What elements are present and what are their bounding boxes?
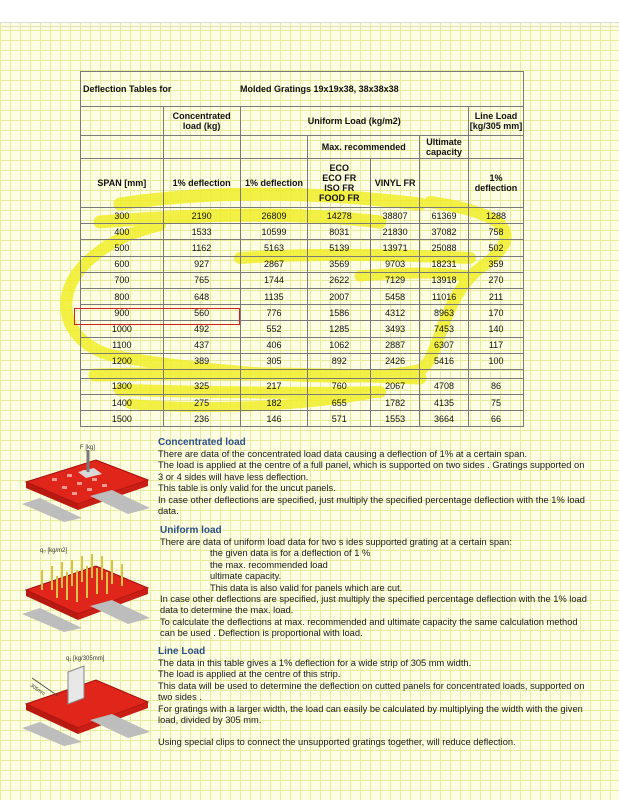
concentrated-text: In case other deflections are specified, just multiply the specified percentage deflection with the 1% load data. — [158, 494, 585, 517]
cell-max-eco: 14278 — [308, 208, 371, 224]
header-blank — [240, 136, 308, 159]
col-eco-line: ECO FR — [322, 173, 357, 183]
cell-line-1pct: 359 — [469, 256, 524, 272]
cell-ultimate: 7453 — [420, 321, 469, 337]
concentrated-section — [158, 437, 588, 517]
cell-line-1pct: 211 — [469, 288, 524, 304]
cell-conc-1pct: 275 — [163, 395, 240, 411]
cell-unif-1pct: 5163 — [240, 240, 308, 256]
col-eco-line: ISO FR — [324, 183, 355, 193]
cell-unif-1pct: 406 — [240, 337, 308, 353]
viewer-top-bar — [0, 0, 619, 23]
line-load-figure — [22, 652, 152, 746]
cell-span: 1500 — [81, 411, 164, 427]
cell-max-eco: 571 — [308, 411, 371, 427]
cell-span: 600 — [81, 256, 164, 272]
table-title-right: Molded Gratings 19x19x38, 38x38x38 — [240, 72, 523, 107]
gap-cell — [240, 369, 308, 378]
cell-conc-1pct: 236 — [163, 411, 240, 427]
cell-unif-1pct: 26809 — [240, 208, 308, 224]
figure-width-label: 305mm — [28, 682, 46, 698]
cell-max-vinyl: 4312 — [371, 305, 420, 321]
cell-max-vinyl: 5458 — [371, 288, 420, 304]
col-eco-line: ECO — [329, 163, 350, 173]
gap-cell — [420, 369, 469, 378]
gap-cell — [308, 369, 371, 378]
table-row — [81, 395, 524, 411]
cell-line-1pct: 502 — [469, 240, 524, 256]
cell-line-1pct: 270 — [469, 272, 524, 288]
cell-span: 300 — [81, 208, 164, 224]
uniform-text: There are data of uniform load data for two s ides supported grating at a certain span: — [160, 537, 512, 547]
cell-conc-1pct: 437 — [163, 337, 240, 353]
col-eco-line: FOOD FR — [319, 193, 360, 203]
cell-max-eco: 892 — [308, 353, 371, 369]
line-text: The load is applied at the centre of this strip. — [158, 669, 341, 680]
cell-ultimate: 4708 — [420, 378, 469, 394]
cell-unif-1pct: 2867 — [240, 256, 308, 272]
gap-cell — [81, 369, 164, 378]
table-row — [81, 256, 524, 272]
table-row — [81, 337, 524, 353]
line-text: The data in this table gives a 1% deflection for a wide strip of 305 mm width. — [158, 658, 472, 668]
figure-line-label: q₁ [kg/305mm] — [66, 656, 105, 662]
cell-ultimate: 18231 — [420, 256, 469, 272]
cell-span: 900 — [81, 305, 164, 321]
cell-max-vinyl: 7129 — [371, 272, 420, 288]
cell-max-eco: 1062 — [308, 337, 371, 353]
cell-span: 700 — [81, 272, 164, 288]
cell-unif-1pct: 552 — [240, 321, 308, 337]
cell-max-eco: 760 — [308, 378, 371, 394]
cell-unif-1pct: 10599 — [240, 224, 308, 240]
header-blank — [469, 136, 524, 159]
concentrated-load-figure — [22, 442, 152, 522]
header-concentrated: Concentrated load (kg) — [163, 107, 240, 136]
cell-ultimate: 3664 — [420, 411, 469, 427]
cell-conc-1pct: 389 — [163, 353, 240, 369]
cell-conc-1pct: 492 — [163, 321, 240, 337]
uniform-section — [160, 525, 590, 640]
cell-max-vinyl: 21830 — [371, 224, 420, 240]
cell-line-1pct: 758 — [469, 224, 524, 240]
cell-max-eco: 5139 — [308, 240, 371, 256]
cell-line-1pct: 170 — [469, 305, 524, 321]
cell-max-vinyl: 38807 — [371, 208, 420, 224]
cell-unif-1pct: 1744 — [240, 272, 308, 288]
cell-span: 1400 — [81, 395, 164, 411]
cell-conc-1pct: 1533 — [163, 224, 240, 240]
uniform-title: Uniform load — [160, 525, 222, 536]
line-text: This data will be used to determine the deflection on cutted panels for concentrated loads, supported on two sides . — [158, 680, 585, 703]
header-max-recommended: Max. recommended — [308, 136, 420, 159]
figure-uniform-label: q₀ [kg/m2] — [40, 548, 68, 554]
table-row — [81, 240, 524, 256]
table-row — [81, 353, 524, 369]
cell-conc-1pct: 1162 — [163, 240, 240, 256]
cell-max-vinyl: 2067 — [371, 378, 420, 394]
col-line-1pct: 1% deflection — [469, 159, 524, 208]
uniform-indent-text: ultimate capacity. — [210, 571, 282, 582]
cell-ultimate: 8963 — [420, 305, 469, 321]
uniform-load-figure — [22, 542, 152, 632]
cell-conc-1pct: 2190 — [163, 208, 240, 224]
cell-ultimate: 5416 — [420, 353, 469, 369]
concentrated-text: This table is only valid for the uncut panels. — [158, 483, 336, 494]
cell-line-1pct: 100 — [469, 353, 524, 369]
table-row — [81, 411, 524, 427]
col-conc-1pct: 1% deflection — [163, 159, 240, 208]
cell-max-eco: 8031 — [308, 224, 371, 240]
table-row — [81, 272, 524, 288]
header-line-load: Line Load [kg/305 mm] — [469, 107, 524, 136]
cell-ultimate: 37082 — [420, 224, 469, 240]
cell-max-vinyl: 1782 — [371, 395, 420, 411]
cell-unif-1pct: 182 — [240, 395, 308, 411]
line-text: For gratings with a larger width, the load can easily be calculated by multiplying the width with the given load, divided by 305 mm. — [158, 703, 583, 726]
cell-max-eco: 1586 — [308, 305, 371, 321]
gap-cell — [371, 369, 420, 378]
cell-span: 1000 — [81, 321, 164, 337]
cell-span: 1200 — [81, 353, 164, 369]
uniform-indent-text: the max. recommended load — [210, 559, 328, 570]
cell-span: 1100 — [81, 337, 164, 353]
cell-max-eco: 3569 — [308, 256, 371, 272]
cell-max-eco: 2622 — [308, 272, 371, 288]
header-blank — [81, 136, 164, 159]
cell-span: 800 — [81, 288, 164, 304]
col-vinyl: VINYL FR — [371, 159, 420, 208]
concentrated-text: The load is applied at the centre of a full panel, which is supported on two sides . Gratings supported on 3 or 4 sides will have less deflection. — [158, 460, 585, 482]
uniform-indent-text: This data is also valid for panels which are cut. — [210, 582, 403, 593]
table-title-left: Deflection Tables for — [81, 72, 241, 107]
page-top-edge — [0, 26, 619, 27]
cell-ultimate: 25088 — [420, 240, 469, 256]
gap-cell — [469, 369, 524, 378]
cell-max-vinyl: 1553 — [371, 411, 420, 427]
table-row — [81, 288, 524, 304]
cell-line-1pct: 66 — [469, 411, 524, 427]
line-section — [158, 646, 588, 749]
cell-max-vinyl: 2426 — [371, 353, 420, 369]
table-row — [81, 224, 524, 240]
cell-line-1pct: 140 — [469, 321, 524, 337]
deflection-table — [80, 71, 524, 427]
col-span: SPAN [mm] — [81, 159, 164, 208]
col-unif-1pct: 1% deflection — [240, 159, 308, 208]
cell-unif-1pct: 776 — [240, 305, 308, 321]
table-row — [81, 208, 524, 224]
cell-line-1pct: 75 — [469, 395, 524, 411]
cell-max-vinyl: 9703 — [371, 256, 420, 272]
col-ultimate-blank — [420, 159, 469, 208]
cell-span: 400 — [81, 224, 164, 240]
concentrated-title: Concentrated load — [158, 437, 246, 448]
cell-max-eco: 2007 — [308, 288, 371, 304]
concentrated-text: There are data of the concentrated load data causing a deflection of 1% at a certain span. — [158, 449, 528, 459]
uniform-text: In case other deflections are specified, just multiply the specified percentage deflection with the 1% load data to determine the max. load. — [160, 594, 587, 616]
cell-max-vinyl: 2887 — [371, 337, 420, 353]
cell-max-eco: 655 — [308, 395, 371, 411]
header-ultimate: Ultimate capacity — [420, 136, 469, 159]
col-eco — [308, 159, 371, 208]
cell-conc-1pct: 648 — [163, 288, 240, 304]
cell-unif-1pct: 146 — [240, 411, 308, 427]
cell-span: 1300 — [81, 378, 164, 394]
line-footer-text: Using special clips to connect the unsupported gratings together, will reduce deflection. — [158, 737, 516, 748]
header-blank — [163, 136, 240, 159]
cell-line-1pct: 117 — [469, 337, 524, 353]
cell-unif-1pct: 217 — [240, 378, 308, 394]
cell-conc-1pct: 927 — [163, 256, 240, 272]
uniform-indent-text: the given data is for a deflection of 1 % — [210, 548, 371, 559]
cell-line-1pct: 1288 — [469, 208, 524, 224]
cell-conc-1pct: 325 — [163, 378, 240, 394]
header-blank — [81, 107, 164, 136]
cell-max-eco: 1285 — [308, 321, 371, 337]
cell-ultimate: 4135 — [420, 395, 469, 411]
header-uniform: Uniform Load (kg/m2) — [240, 107, 468, 136]
line-title: Line Load — [158, 646, 206, 657]
cell-ultimate: 6307 — [420, 337, 469, 353]
gap-cell — [163, 369, 240, 378]
cell-ultimate: 13918 — [420, 272, 469, 288]
table-row — [81, 378, 524, 394]
cell-conc-1pct: 560 — [163, 305, 240, 321]
cell-unif-1pct: 1135 — [240, 288, 308, 304]
figure-force-label: F [kg] — [80, 445, 96, 451]
cell-line-1pct: 86 — [469, 378, 524, 394]
cell-ultimate: 61369 — [420, 208, 469, 224]
uniform-text: To calculate the deflections at max. recommended and ultimate capacity the same calculation method can be used . Deflection is proportional with load. — [160, 616, 578, 639]
cell-unif-1pct: 305 — [240, 353, 308, 369]
red-annotation-box — [74, 308, 240, 325]
cell-max-vinyl: 3493 — [371, 321, 420, 337]
cell-max-vinyl: 13971 — [371, 240, 420, 256]
cell-ultimate: 11016 — [420, 288, 469, 304]
cell-conc-1pct: 765 — [163, 272, 240, 288]
cell-span: 500 — [81, 240, 164, 256]
